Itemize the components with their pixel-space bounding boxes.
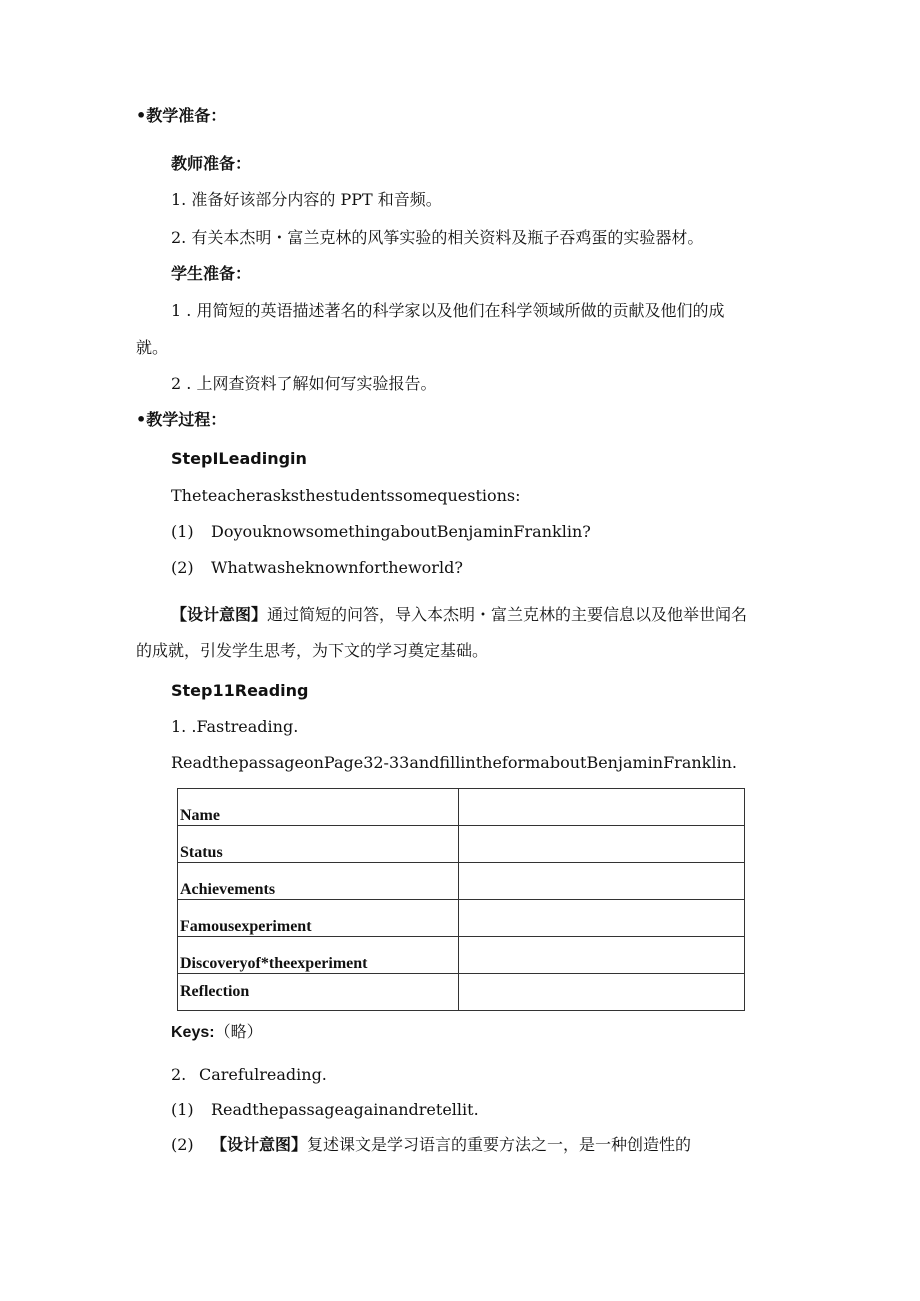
careful-item-2-number: (2) — [171, 1135, 194, 1154]
table-row — [178, 789, 745, 826]
step1-title: StepILeadingin — [171, 449, 307, 468]
question-1 — [171, 521, 591, 543]
careful-reading — [171, 1064, 327, 1086]
prep-heading: •教学准备： — [136, 106, 227, 125]
question-1-text: DoyouknowsomethingaboutBenjaminFranklin? — [211, 522, 591, 541]
careful-item-1 — [171, 1099, 479, 1121]
process-heading: •教学过程： — [136, 410, 227, 429]
careful-reading-text: Carefulreading. — [199, 1065, 327, 1084]
design-intent-label: 【设计意图】 — [171, 605, 268, 624]
careful-reading-number: 2. — [171, 1065, 187, 1084]
design-intent-1 — [171, 604, 747, 626]
table-row — [178, 863, 745, 900]
row-label: Achievements — [178, 863, 459, 900]
row-value-cell — [459, 789, 745, 826]
step2-title: Step11Reading — [171, 681, 309, 700]
table-row — [178, 937, 745, 974]
question-2-number: (2) — [171, 558, 194, 577]
teacher-prep-item-1: 1. 准备好该部分内容的 PPT 和音频。 — [171, 190, 442, 209]
student-prep-item-1: 1 . 用简短的英语描述著名的科学家以及他们在科学领域所做的贡献及他们的成 — [171, 301, 725, 320]
design-intent-1-cont: 的成就，引发学生思考，为下文的学习奠定基础。 — [136, 641, 489, 660]
row-label: Famousexperiment — [178, 900, 459, 937]
question-1-number: (1) — [171, 522, 194, 541]
row-value-cell — [459, 937, 745, 974]
table-row — [178, 974, 745, 1011]
student-prep-label: 学生准备： — [171, 264, 252, 283]
teacher-prep-label: 教师准备： — [171, 154, 252, 173]
row-label: Discoveryof*theexperiment — [178, 937, 459, 974]
keys-line — [171, 1021, 263, 1044]
row-value-cell — [459, 974, 745, 1011]
careful-item-1-text: Readthepassageagainandretellit. — [211, 1100, 479, 1119]
row-label: Name — [178, 789, 459, 826]
row-value-cell — [459, 900, 745, 937]
careful-item-2-text: 复述课文是学习语言的重要方法之一，是一种创造性的 — [307, 1135, 692, 1154]
teacher-prep-item-2: 2. 有关本杰明・富兰克林的风筝实验的相关资料及瓶子吞鸡蛋的实验器材。 — [171, 228, 704, 247]
question-2 — [171, 557, 463, 579]
reading-instruction: ReadthepassageonPage32-33andfillintheformaboutBenjaminFranklin. — [171, 753, 737, 772]
step1-intro: Theteacherasksthestudentssomequestions: — [171, 486, 521, 505]
table-row — [178, 826, 745, 863]
keys-label: Keys: — [171, 1024, 215, 1041]
fast-reading: 1. .Fastreading. — [171, 717, 299, 736]
table-row — [178, 900, 745, 937]
row-value-cell — [459, 863, 745, 900]
row-value-cell — [459, 826, 745, 863]
careful-item-1-number: (1) — [171, 1100, 194, 1119]
careful-item-2-label: 【设计意图】 — [211, 1135, 308, 1154]
student-prep-item-1-cont: 就。 — [136, 338, 169, 357]
keys-value: （略） — [214, 1022, 263, 1041]
row-label: Status — [178, 826, 459, 863]
question-2-text: Whatwasheknownfortheworld? — [211, 558, 463, 577]
row-label: Reflection — [178, 974, 459, 1011]
careful-item-2 — [171, 1134, 691, 1156]
franklin-form-table — [177, 788, 745, 1011]
design-intent-text: 通过简短的问答，导入本杰明・富兰克林的主要信息以及他举世闻名 — [267, 605, 748, 624]
student-prep-item-2: 2 . 上网查资料了解如何写实验报告。 — [171, 374, 437, 393]
